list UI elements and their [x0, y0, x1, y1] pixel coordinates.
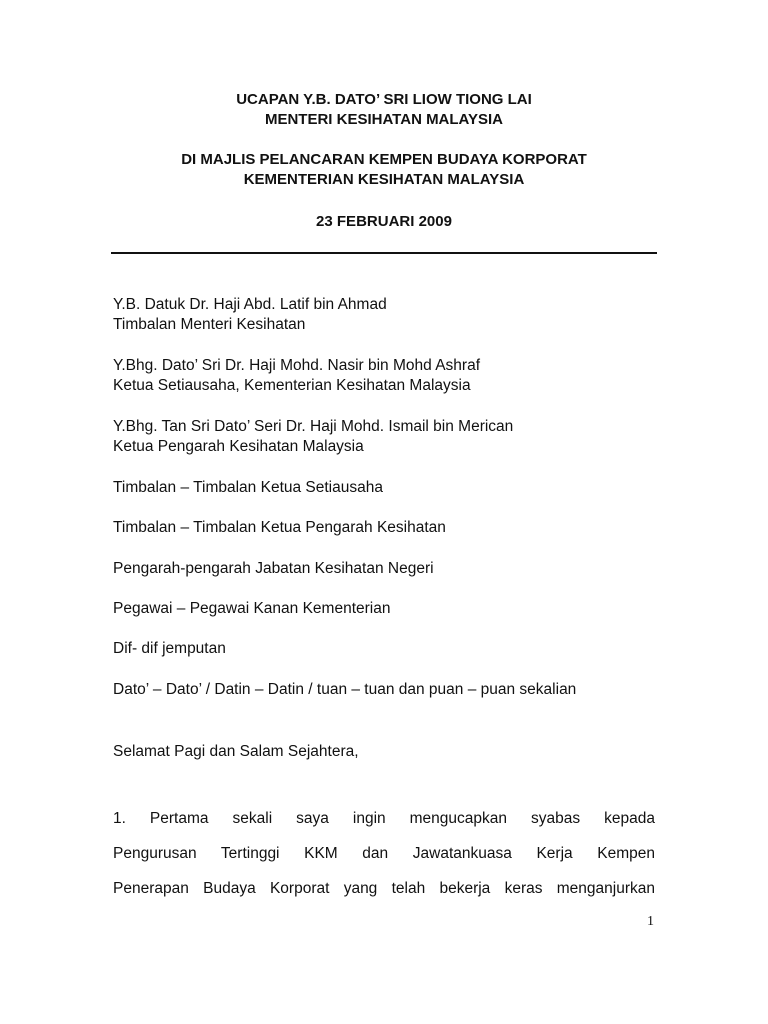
salutation-name: Pegawai – Pegawai Kanan Kementerian [113, 600, 391, 617]
event-title [0, 150, 768, 190]
page-number: 1 [647, 914, 654, 929]
salutation-title: Ketua Setiausaha, Kementerian Kesihatan Malaysia [113, 377, 471, 394]
greeting-text: Selamat Pagi dan Salam Sejahtera, [113, 743, 359, 760]
salutation-block [113, 295, 387, 335]
header-divider [111, 252, 657, 254]
speech-date [0, 212, 768, 232]
salutation-name: Pengarah-pengarah Jabatan Kesihatan Negeri [113, 560, 434, 577]
body-paragraph-1 [113, 801, 655, 906]
salutation-block [113, 417, 513, 457]
salutation-line [113, 639, 226, 659]
speech-title [0, 90, 768, 130]
salutation-name: Timbalan – Timbalan Ketua Pengarah Kesihatan [113, 519, 446, 536]
salutation-name: Y.B. Datuk Dr. Haji Abd. Latif bin Ahmad [113, 296, 387, 313]
salutation-line [113, 518, 446, 538]
paragraph-line: Penerapan Budaya Korporat yang telah bekerja keras menganjurkan [113, 880, 655, 897]
salutation-line [113, 599, 390, 619]
speech-title-line-1: UCAPAN Y.B. DATO’ SRI LIOW TIONG LAI [236, 91, 532, 108]
salutation-name: Y.Bhg. Tan Sri Dato’ Seri Dr. Haji Mohd. Ismail bin Merican [113, 418, 514, 435]
speech-title-line-2: MENTERI KESIHATAN MALAYSIA [264, 111, 504, 128]
salutation-line [113, 478, 383, 498]
salutation-name: Timbalan – Timbalan Ketua Setiausaha [113, 479, 383, 496]
event-title-line-1: DI MAJLIS PELANCARAN KEMPEN BUDAYA KORPORAT [181, 151, 587, 168]
salutation-name: Dif- dif jemputan [113, 640, 226, 657]
paragraph-line: Pengurusan Tertinggi KKM dan Jawatankuasa Kerja Kempen [113, 845, 655, 862]
speech-date-text: 23 FEBRUARI 2009 [316, 213, 452, 230]
event-title-line-2: KEMENTERIAN KESIHATAN MALAYSIA [243, 171, 525, 188]
paragraph-line: 1. Pertama sekali saya ingin mengucapkan syabas kepada [113, 810, 655, 827]
salutation-block [113, 356, 480, 396]
greeting [113, 742, 359, 762]
salutation-title: Timbalan Menteri Kesihatan [113, 316, 306, 333]
salutation-title: Ketua Pengarah Kesihatan Malaysia [113, 438, 364, 455]
salutation-name: Y.Bhg. Dato’ Sri Dr. Haji Mohd. Nasir bin Mohd Ashraf [113, 357, 480, 374]
salutation-line [113, 559, 434, 579]
salutation-name: Dato’ – Dato’ / Datin – Datin / tuan – tuan dan puan – puan sekalian [113, 681, 577, 698]
salutation-line [113, 680, 576, 700]
